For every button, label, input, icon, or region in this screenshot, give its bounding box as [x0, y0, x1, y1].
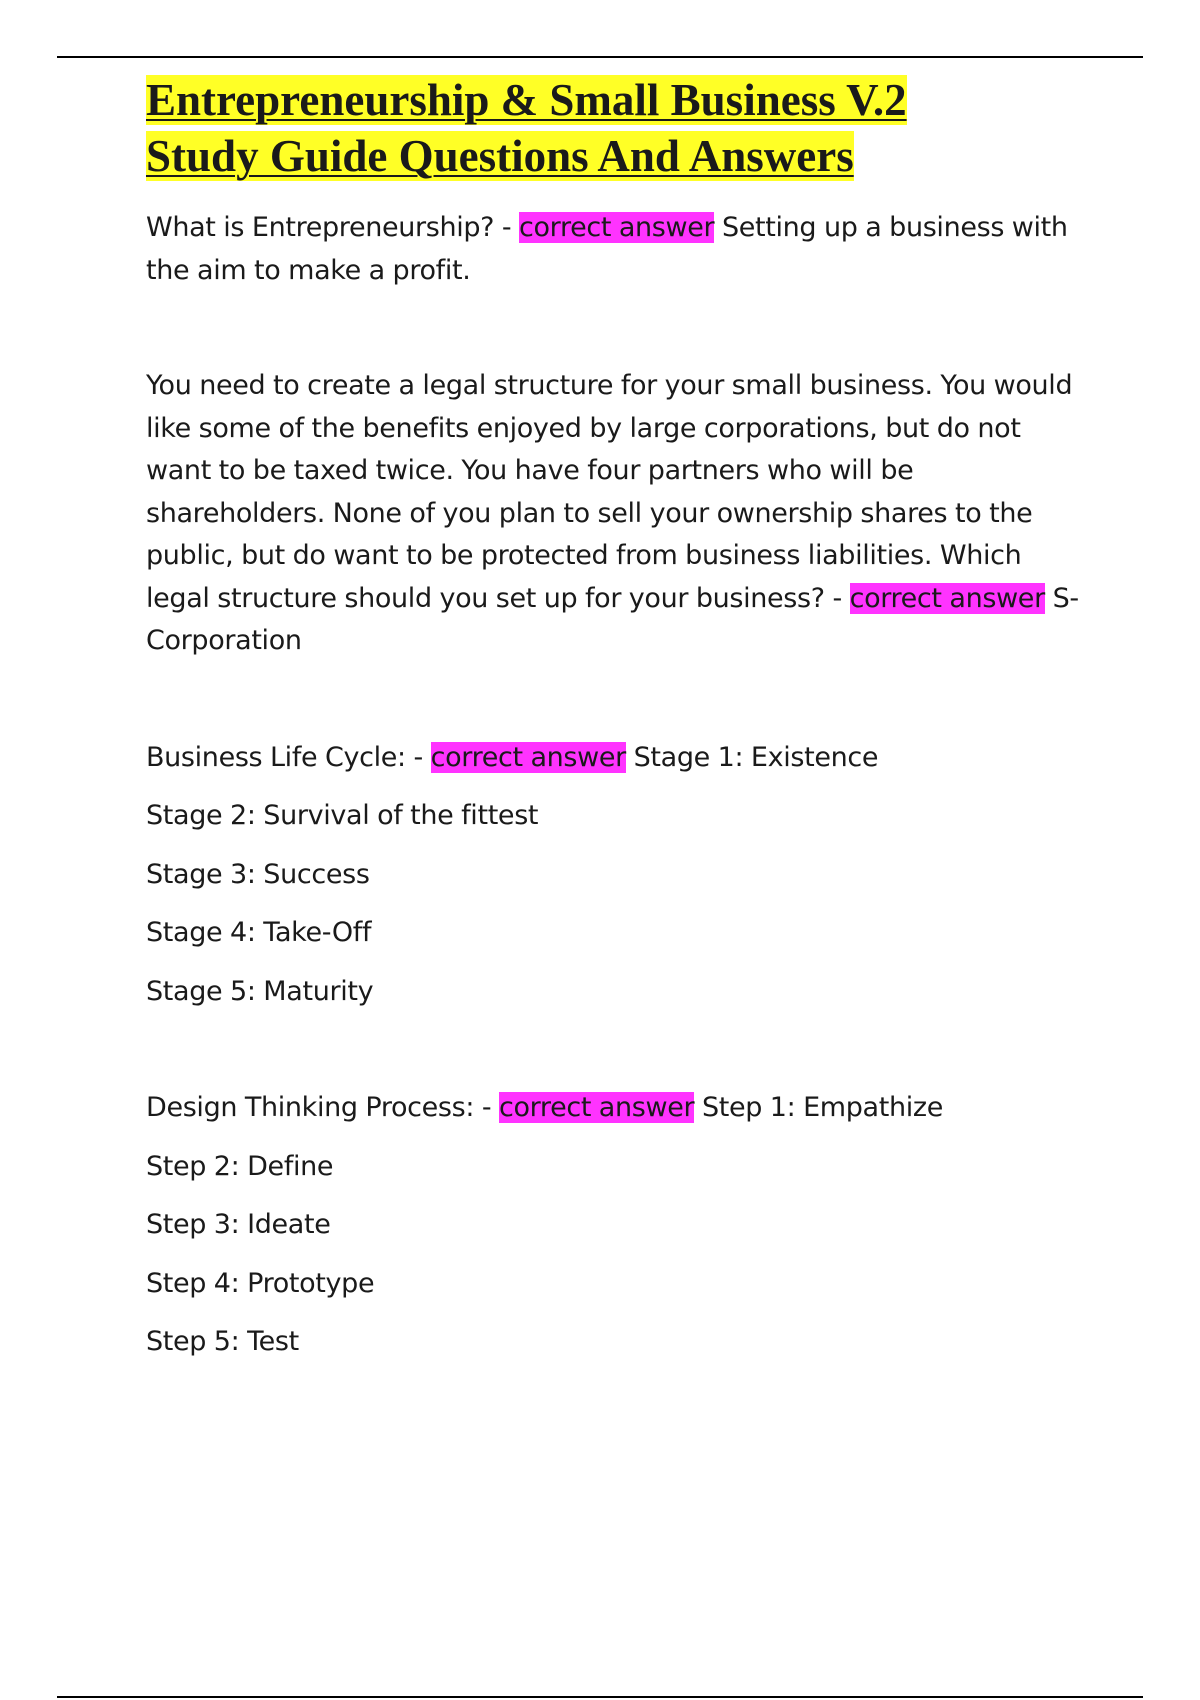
list-item: Stage 3: Success	[146, 858, 370, 890]
qa-legal-structure	[146, 365, 1086, 663]
question-text: Business Life Cycle: -	[146, 741, 431, 773]
correct-answer-label: correct answer	[430, 741, 626, 773]
title-line-1: Entrepreneurship & Small Business V.2	[146, 75, 907, 125]
document-page	[146, 72, 1086, 1372]
answer-text: Step 1: Empathize	[701, 1092, 943, 1123]
list-item: Step 5: Test	[146, 1326, 299, 1357]
question-line	[146, 1079, 1086, 1138]
qa-business-life-cycle	[146, 729, 1086, 1022]
title-line-2: Study Guide Questions And Answers	[146, 131, 854, 181]
answer-text: Stage 1: Existence	[633, 741, 879, 773]
question-text: What is Entrepreneurship? -	[146, 212, 520, 243]
bottom-divider	[57, 1696, 1143, 1698]
answer-text: S-Corporation	[146, 582, 1079, 656]
list-item: Stage 5: Maturity	[146, 975, 374, 1007]
question-text: You need to create a legal structure for your small business. You would like some of the benefits enjoyed by large corporations, but do not want to be taxed twice. You have four partners who will be shareholders. None of you plan to sell your ownership shares to the public, but do want to be protected from business liabilities. Which legal structure should you set up for your business? -	[146, 370, 1073, 614]
correct-answer-label: correct answer	[849, 582, 1045, 614]
qa-entrepreneurship	[146, 207, 1086, 292]
correct-answer-label: correct answer	[498, 1092, 695, 1123]
question-text: Design Thinking Process: -	[146, 1092, 499, 1123]
correct-answer-label: correct answer	[519, 212, 715, 243]
list-item: Step 2: Define	[146, 1150, 334, 1182]
answer-text: Setting up a business with the aim to make a profit.	[146, 212, 1068, 286]
document-title	[146, 72, 1086, 184]
question-line	[146, 729, 1086, 788]
top-divider	[57, 56, 1143, 58]
list-item: Stage 2: Survival of the fittest	[146, 800, 539, 831]
list-item: Step 4: Prototype	[146, 1267, 375, 1299]
list-item: Stage 4: Take-Off	[146, 917, 372, 948]
qa-design-thinking	[146, 1079, 1086, 1372]
list-item: Step 3: Ideate	[146, 1209, 331, 1240]
